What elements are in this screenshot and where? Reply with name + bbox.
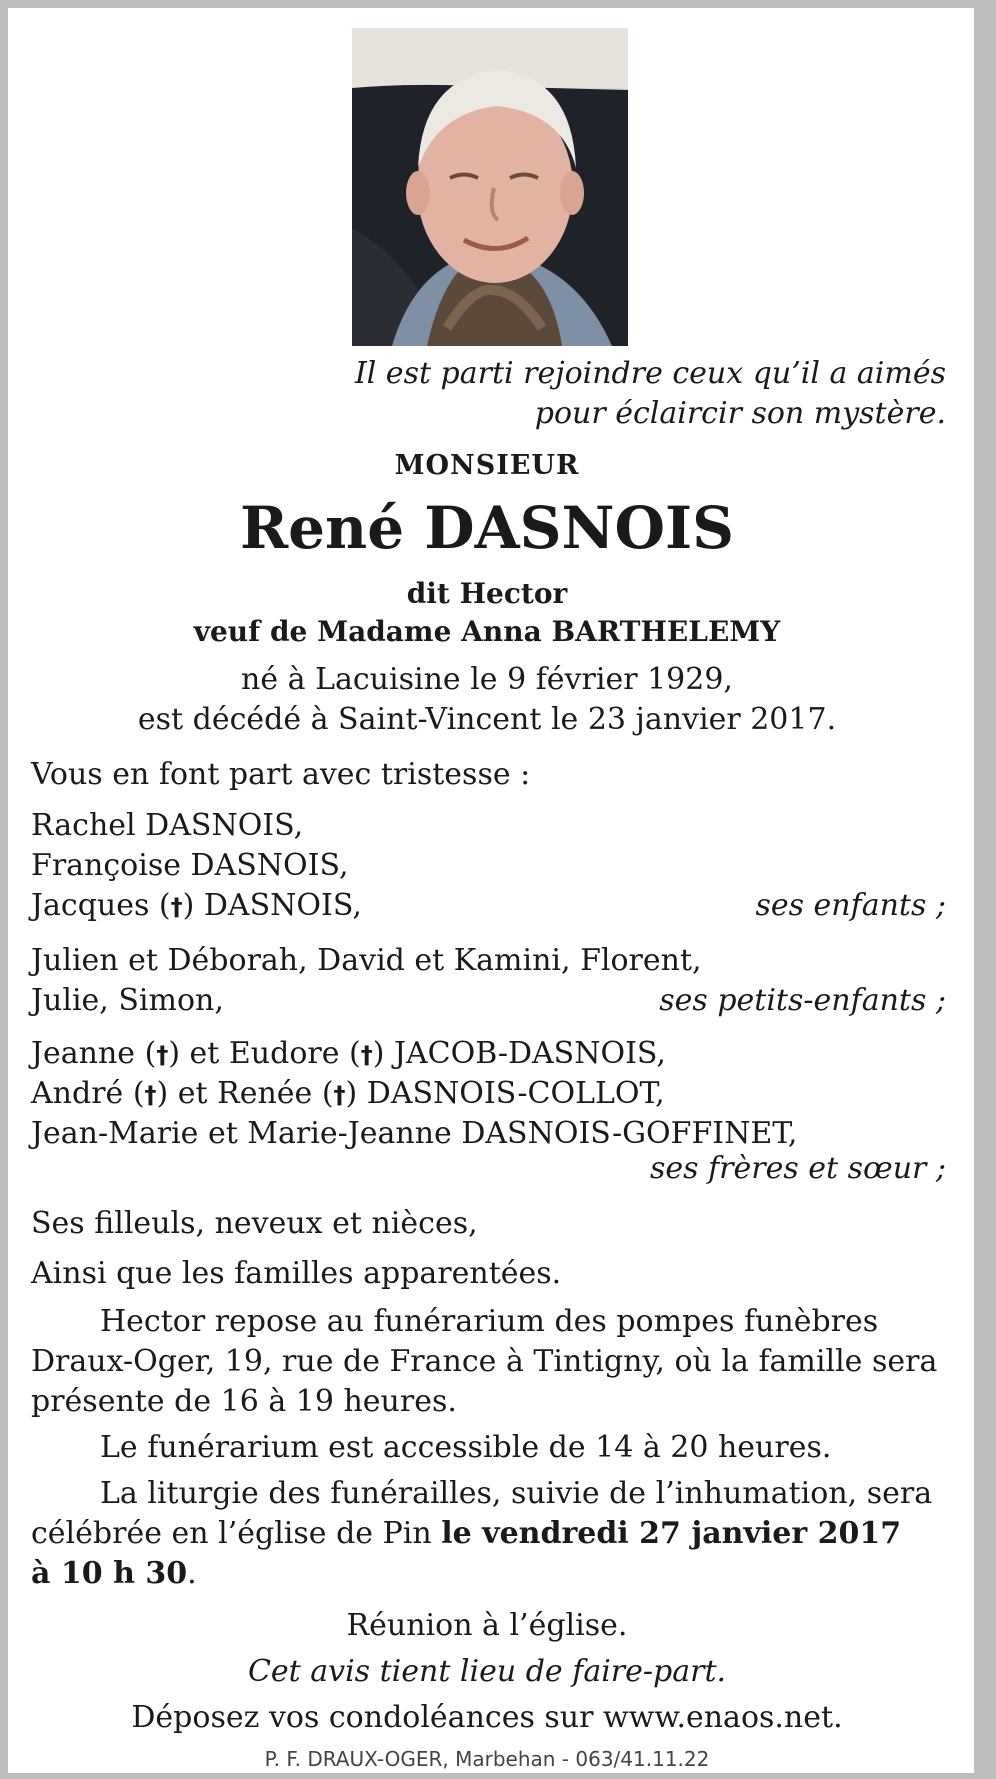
grandchildren-line: Julie, Simon, bbox=[31, 983, 224, 1018]
liturgy-text: célébrée en l’église de Pin bbox=[31, 1516, 442, 1551]
funeral-home-footer: P. F. DRAUX-OGER, Marbehan - 063/41.11.22 bbox=[264, 1747, 710, 1771]
deceased-cross-icon: † bbox=[360, 1041, 373, 1069]
nickname: dit Hector bbox=[406, 577, 568, 610]
godchildren-line: Ses filleuls, neveux et nièces, bbox=[31, 1206, 478, 1241]
child-deceased-first: Jacques ( bbox=[31, 888, 171, 923]
hours-line: Le funérarium est accessible de 14 à 20 heures. bbox=[100, 1430, 832, 1465]
portrait-photo bbox=[352, 28, 628, 346]
liturgy-time: à 10 h 30 bbox=[31, 1556, 188, 1591]
notice-line: Cet avis tient lieu de faire-part. bbox=[247, 1654, 727, 1689]
liturgy-line-1: La liturgie des funérailles, suivie de l’inhumation, sera bbox=[100, 1476, 933, 1511]
sibling-line-3: Jean-Marie et Marie-Jeanne DASNOIS-GOFFINET, bbox=[31, 1116, 798, 1151]
death-line: est décédé à Saint-Vincent le 23 janvier 2017. bbox=[137, 702, 837, 737]
epigraph-line-2: pour éclaircir son mystère. bbox=[534, 396, 946, 431]
related-families-line: Ainsi que les familles apparentées. bbox=[31, 1256, 562, 1291]
deceased-cross-icon: † bbox=[156, 1041, 169, 1069]
child-name: Françoise DASNOIS, bbox=[31, 848, 349, 883]
birth-line: né à Lacuisine le 9 février 1929, bbox=[241, 662, 733, 697]
portrait-image bbox=[352, 28, 628, 346]
reunion-line: Réunion à l’église. bbox=[346, 1608, 628, 1643]
epigraph-line-1: Il est parti rejoindre ceux qu’il a aimés bbox=[354, 356, 946, 391]
sibling-text: André ( bbox=[31, 1076, 145, 1111]
sibling-text: ) JACOB-DASNOIS, bbox=[372, 1036, 666, 1071]
sibling-line-1 bbox=[31, 1036, 666, 1071]
sibling-line-2 bbox=[31, 1076, 665, 1111]
deceased-name: René DASNOIS bbox=[239, 494, 735, 562]
child-name: Rachel DASNOIS, bbox=[31, 808, 304, 843]
deceased-cross-icon: † bbox=[144, 1081, 157, 1109]
siblings-role: ses frères et sœur ; bbox=[649, 1151, 946, 1186]
grandchildren-role: ses petits-enfants ; bbox=[659, 983, 946, 1018]
repose-line-2: Draux-Oger, 19, rue de France à Tintigny, où la famille sera bbox=[31, 1344, 938, 1379]
spouse-line: veuf de Madame Anna BARTHELEMY bbox=[193, 615, 781, 648]
sibling-text: ) et Renée ( bbox=[156, 1076, 334, 1111]
liturgy-date: le vendredi 27 janvier 2017 bbox=[441, 1516, 902, 1551]
grandchildren-line: Julien et Déborah, David et Kamini, Florent, bbox=[31, 943, 702, 978]
child-deceased-line bbox=[31, 888, 362, 923]
sibling-text: Jeanne ( bbox=[31, 1036, 157, 1071]
repose-line-3: présente de 16 à 19 heures. bbox=[31, 1384, 457, 1419]
liturgy-end: . bbox=[187, 1556, 197, 1591]
deceased-cross-icon: † bbox=[333, 1081, 346, 1109]
honorific: MONSIEUR bbox=[394, 450, 580, 481]
liturgy-line-3 bbox=[31, 1556, 197, 1591]
repose-line-1: Hector repose au funérarium des pompes funèbres bbox=[100, 1304, 879, 1339]
sibling-text: ) DASNOIS-COLLOT, bbox=[345, 1076, 665, 1111]
announcement-intro: Vous en font part avec tristesse : bbox=[31, 757, 531, 792]
deceased-cross-icon: † bbox=[170, 893, 183, 921]
children-role: ses enfants ; bbox=[755, 888, 946, 923]
sibling-text: ) et Eudore ( bbox=[168, 1036, 361, 1071]
child-deceased-last: ) DASNOIS, bbox=[182, 888, 362, 923]
condolences-line: Déposez vos condoléances sur www.enaos.net. bbox=[131, 1700, 843, 1735]
liturgy-line-2 bbox=[31, 1516, 901, 1551]
